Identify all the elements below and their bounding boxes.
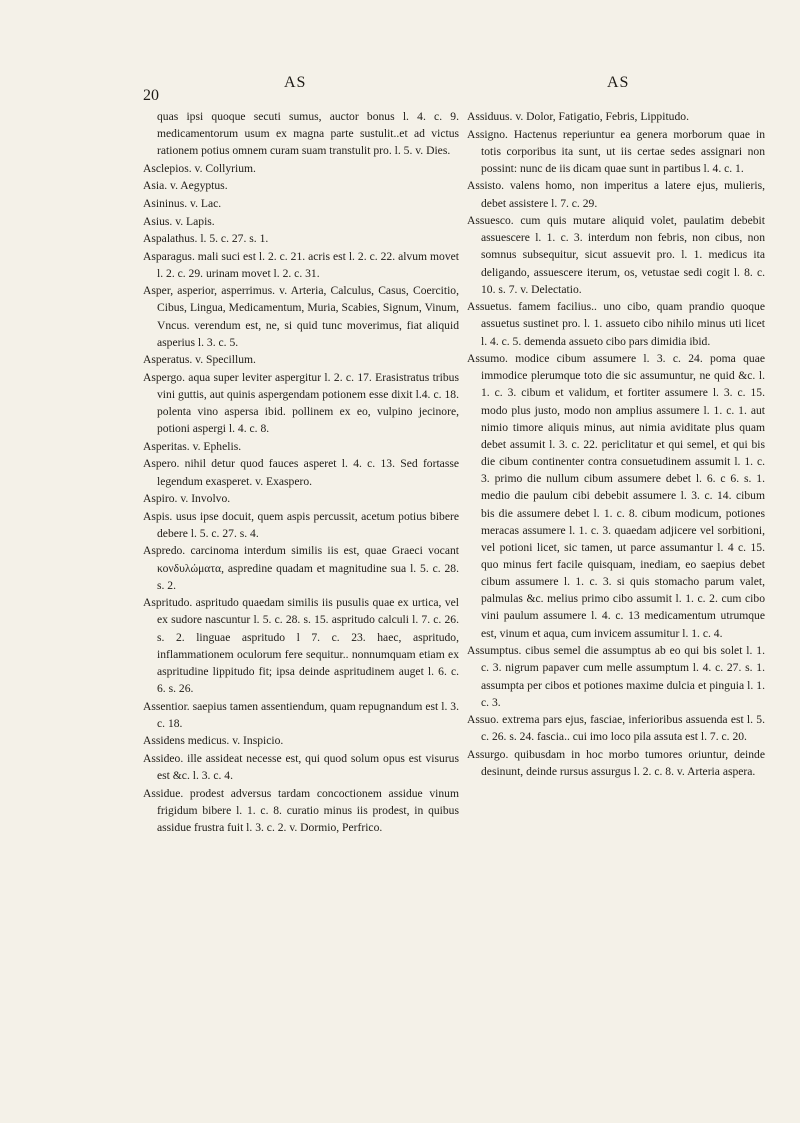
entry: Asperatus. v. Specillum. <box>143 353 256 367</box>
page-number: 20 <box>143 87 159 104</box>
entry: Assuetus. famem facilius.. uno cibo, quam prandio quoque assuetus sustinet pro. l. 1. assueto cibo nihilo minus uti licet l. 4. c. 5. demenda assueto cibo pars dimidia ibid. <box>467 300 765 348</box>
entry: Aspredo. carcinoma interdum similis iis est, quae Graeci vocant κονδυλώματα, aspredine quadam et magnitudine sua l. 5. c. 28. s. 2. <box>143 544 459 592</box>
entry: Assiduus. v. Dolor, Fatigatio, Febris, Lippitudo. <box>467 110 689 123</box>
entry: Assigno. Hactenus reperiuntur ea genera morborum quae in totis corporibus ita sunt, ut iis certae sedes assignari non possint: nunc de iis dicam quae sunt in partibus l. 4. c. 1. <box>467 127 765 175</box>
entry: Assentior. saepius tamen assentiendum, quam repugnandum est l. 3. c. 18. <box>143 699 459 730</box>
entry: Assidue. prodest adversus tardam concoctionem assidue vinum frigidum bibere l. 1. c. 8. curatio minus iis prodest, in quibus assidue frustra fuit l. 3. c. 2. v. Dormio, Perfrico. <box>143 786 459 834</box>
entry: Assurgo. quibusdam in hoc morbo tumores oriuntur, deinde desinunt, deinde rursus assurgus l. 2. c. 8. v. Arteria aspera. <box>467 747 765 779</box>
entry: Asius. v. Lapis. <box>143 214 215 228</box>
entry: Assideo. ille assideat necesse est, qui quod solum opus est visurus est &c. l. 3. c. 4. <box>143 751 459 782</box>
entry: Asia. v. Aegyptus. <box>143 179 228 193</box>
entry: Assisto. valens homo, non imperitus a latere ejus, mulieris, debet assistere l. 7. c. 29. <box>467 179 765 210</box>
entry: Asper, asperior, asperrimus. v. Arteria, Calculus, Casus, Coercitio, Cibus, Lingua, Medicamentum, Muria, Scabies, Signum, Vinum, Vncus. verendum est, ne, si quid tunc moverimus, fiat aliquid asperius l. 3. c. 5. <box>143 284 459 349</box>
entry: Aspis. usus ipse docuit, quem aspis percussit, acetum potius bibere debere l. 5. c. 27. s. 4. <box>143 509 459 540</box>
running-header-right: AS <box>607 74 630 91</box>
entry: quas ipsi quoque secuti sumus, auctor bonus l. 4. c. 9. medicamentorum usum ex magna parte sustulit..et ad victus rationem potius omnem curam suam transtulit pro. l. 5. v. Dies. <box>157 110 459 158</box>
entry: Aspiro. v. Involvo. <box>143 492 231 506</box>
entry: Aspero. nihil detur quod fauces asperet l. 4. c. 13. Sed fortasse legendum exasperet. v. Exaspero. <box>143 457 459 488</box>
entry: Asininus. v. Lac. <box>143 196 222 210</box>
entry: Assumo. modice cibum assumere l. 3. c. 24. poma quae immodice plerumque toto die sic assumuntur, ne quid &c. l. 1. c. 3. cibum et validum, et fortiter assumere l. 3. c. 15. modo plus justo, modo non amplius assumere l. 1. c. 1. aut nimio timore aliquis minus, aut nimia aviditate plus quam debet assumit l. 3. c. 22. periclitatur et qui semel, et qui bis die cibum continenter contra consuetudinem assumit l. 1. c. 3. primo die nullum cibum assumere debet l. 6. c 6. s. 1. medio die paulum cibi debebit assumere l. 3. c. 14. cibum bis die assumere debet l. 1. c. 8. cibum modicum, potiones meracas assumere l. 1. c. 3. quaedam adjicere vel sorbitioni, vel potioni licet, sic tamen, ut parce assumantur l. 4 c. 15. quo minus fert facile quisquam, inediam, eo saepius debet cibum assumere l. 1. c. 3. si quis stomacho parum valet, palmulas &c. melius primo cibo assumit l. 1. c. 2. cum cibo vini paulum assumere l. 4. c. 13 medicamentum utrumque est, vinum et aqua, cum invicem assumitur l. 1. c. 4. <box>467 352 765 640</box>
entry: Assidens medicus. v. Inspicio. <box>143 734 284 748</box>
running-header-left: AS <box>284 74 307 91</box>
entry: Asparagus. mali suci est l. 2. c. 21. acris est l. 2. c. 22. alvum movet l. 2. c. 29. urinam movet l. 2. c. 31. <box>143 249 459 280</box>
entry: Aspalathus. l. 5. c. 27. s. 1. <box>143 232 269 246</box>
entry: Asperitas. v. Ephelis. <box>143 439 242 453</box>
right-column <box>467 108 765 781</box>
left-column <box>143 108 459 836</box>
entry: Assuesco. cum quis mutare aliquid volet, paulatim debebit assuescere l. 1. c. 3. interdum non febris, non cibus, non somnus subsequitur, sicut assuevit pro. l. 1. medicus ita deligando, assuescere iterum, os, vetustae sedi cogit l. 8. c. 10. s. 7. v. Delectatio. <box>467 214 765 296</box>
entry: Assuo. extrema pars ejus, fasciae, inferioribus assuenda est l. 5. c. 26. s. 24. fascia.. cui imo loco pila assuta est l. 7. c. 20. <box>467 713 765 744</box>
entry: Asclepios. v. Collyrium. <box>143 161 256 175</box>
entry: Aspergo. aqua super leviter aspergitur l. 2. c. 17. Erasistratus tribus vini guttis, aut quinis aspergendam potionem esse dixit l.4. c. 18. polenta vino aspersa ibid. pollinem ex eo, vulpino jecinore, potioni aspergi l. 4. c. 8. <box>143 370 459 436</box>
entry: Aspritudo. aspritudo quaedam similis iis pusulis quae ex urtica, vel ex sudore nascuntur l. 5. c. 28. s. 15. aspritudo calculi l. 7. c. 26. s. 2. linguae aspritudo l 7. c. 23. haec, aspritudo, inflammationem oculorum fere sequitur.. nonnumquam etiam ex aspritudine lippitudo fit; ipsa deinde aspritudinem auget l. 6. c. 6. s. 26. <box>143 596 459 696</box>
entry: Assumptus. cibus semel die assumptus ab eo qui bis solet l. 1. c. 3. nigrum papaver cum melle assumptum l. 4. c. 27. s. 1. assumpta per cibos et potiones maxime dulcia et pinguia l. 1. c. 3. <box>467 644 765 709</box>
